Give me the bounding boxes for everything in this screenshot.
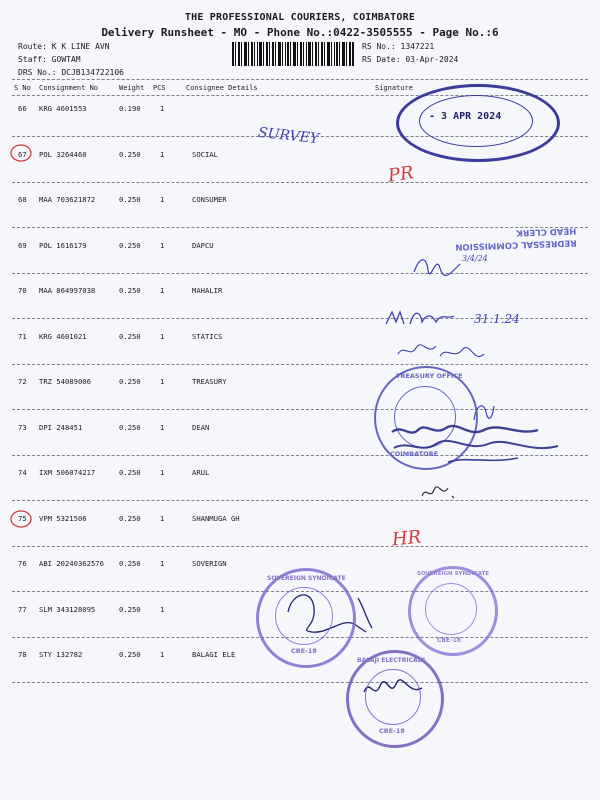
row-weight: 0.250 (119, 332, 141, 341)
row-weight: 0.250 (119, 377, 141, 386)
row-sno: 69 (18, 241, 27, 250)
row-pcs: 1 (160, 150, 165, 159)
row-consignment-no: KRG 4601021 (39, 332, 87, 341)
barcode (232, 42, 354, 66)
row-pcs: 1 (160, 104, 165, 113)
row-weight: 0.250 (119, 195, 141, 204)
row-consignment-no: KRG 4601553 (39, 104, 87, 113)
row-consignee: STATICS (192, 332, 223, 341)
row-pcs: 1 (160, 559, 165, 568)
handwritten-date-70: 31.1.24 (474, 312, 520, 326)
row-sno: 71 (18, 332, 27, 341)
row-pcs: 1 (160, 468, 165, 477)
treasury-stamp-text: TREASURY OFFICE (396, 372, 463, 380)
row-weight: 0.250 (119, 559, 141, 568)
col-header-pcs: PCS (153, 84, 166, 92)
row-consignee: BALAGI ELE (192, 650, 236, 659)
signature-row-69 (410, 250, 464, 280)
date-stamp (396, 84, 560, 162)
col-header-sno: S No (14, 84, 31, 92)
row-pcs: 1 (160, 514, 165, 523)
row-consignment-no: POL 3264460 (39, 150, 87, 159)
consumer-stamp-line2: HEAD CLERK (516, 225, 577, 238)
row-consignee: MAHALIR (192, 286, 223, 295)
row-consignment-no: IXM 506074217 (39, 468, 96, 477)
header-divider-top (12, 79, 588, 80)
circle-mark-75 (8, 508, 34, 530)
balaji-stamp (346, 650, 444, 748)
signature-row-70 (384, 304, 476, 332)
row-pcs: 1 (160, 423, 165, 432)
rs-no-label: RS No.: 1347221 (362, 42, 435, 51)
col-header-consignee: Consignee Details (186, 84, 258, 92)
row-pcs: 1 (160, 377, 165, 386)
treasury-stamp-sub: COIMBATORE (390, 450, 439, 458)
row-consignment-no: DPI 248451 (39, 423, 83, 432)
row-weight: 0.250 (119, 150, 141, 159)
sovereign-stamp-1 (256, 568, 356, 668)
row-consignee: ARUL (192, 468, 210, 477)
row-pcs: 1 (160, 650, 165, 659)
runsheet-meta-right (362, 40, 458, 66)
row-pcs: 1 (160, 195, 165, 204)
row-weight: 0.250 (119, 650, 141, 659)
sovereign-stamp-2-text: SOVEREIGN SYNDICATE (417, 571, 490, 577)
row-divider (12, 364, 588, 365)
row-sno: 70 (18, 286, 27, 295)
row-weight: 0.250 (119, 241, 141, 250)
consumer-commission-stamp (365, 192, 577, 255)
runsheet-meta-left (18, 40, 124, 79)
balaji-stamp-code: CBE-18 (379, 727, 405, 735)
sovereign-stamp-1-code: CBE-18 (291, 647, 317, 655)
row-consignment-no: STY 132782 (39, 650, 83, 659)
row-consignment-no: TRZ 54089006 (39, 377, 91, 386)
row-consignment-no: VPM 5321506 (39, 514, 87, 523)
row-sno: 72 (18, 377, 27, 386)
row-divider (12, 682, 588, 683)
row-weight: 0.250 (119, 514, 141, 523)
row-weight: 0.250 (119, 468, 141, 477)
row-consignee: SHANMUGA GH (192, 514, 240, 523)
row-weight: 0.250 (119, 423, 141, 432)
col-header-weight: Weight (119, 84, 145, 92)
row-consignee: DEAN (192, 423, 210, 432)
handwritten-pr: PR (386, 162, 416, 187)
row-consignment-no: MAA 864997038 (39, 286, 96, 295)
row-sno: 74 (18, 468, 27, 477)
handwritten-survey: SURVEY (257, 124, 320, 148)
row-weight: 0.190 (119, 104, 141, 113)
sovereign-stamp-1-text: SOVEREIGN SYNDICATE (267, 575, 346, 582)
row-pcs: 1 (160, 286, 165, 295)
route-label: Route: K K LINE AVN (18, 42, 110, 51)
row-sno: 73 (18, 423, 27, 432)
row-divider (12, 273, 588, 274)
row-consignee: CONSUMER (192, 195, 227, 204)
circle-mark-67 (8, 142, 34, 164)
table-row (0, 332, 600, 344)
dean-office-stamp-text (388, 422, 588, 466)
table-row (0, 377, 600, 389)
staff-label: Staff: GOWTAM (18, 55, 81, 64)
sovereign-stamp-2 (408, 566, 498, 656)
row-sno: 66 (18, 104, 27, 113)
row-consignment-no: ABI 20240362576 (39, 559, 104, 568)
row-sno: 78 (18, 650, 27, 659)
row-pcs: 1 (160, 605, 165, 614)
row-divider (12, 500, 588, 501)
row-weight: 0.250 (119, 605, 141, 614)
table-row (0, 286, 600, 298)
col-header-consignment: Consignment No (39, 84, 99, 92)
row-pcs: 1 (160, 332, 165, 341)
row-consignment-no: POL 1616179 (39, 241, 87, 250)
consumer-stamp-line1: REDRESSAL COMMISSION (455, 237, 577, 252)
row-divider (12, 546, 588, 547)
signature-row-74 (420, 482, 460, 504)
row-divider (12, 409, 588, 410)
runsheet-subtitle: Delivery Runsheet - MO - Phone No.:0422-3505555 - Page No.:6 (101, 26, 499, 39)
handwritten-hr: HR (390, 526, 423, 551)
row-divider (12, 182, 588, 183)
date-stamp-text: - 3 APR 2024 (429, 111, 502, 122)
row-consignee: SOCIAL (192, 150, 218, 159)
table-row (0, 514, 600, 526)
rs-date-label: RS Date: 03-Apr-2024 (362, 55, 459, 64)
row-weight: 0.250 (119, 286, 141, 295)
sovereign-stamp-2-code: CBE-18 (437, 637, 461, 644)
row-sno: 76 (18, 559, 27, 568)
handwritten-date-69: 3/4/24 (462, 254, 488, 263)
row-sno: 75 (18, 514, 27, 523)
drs-label: DRS No.: DCJB134722106 (18, 68, 124, 77)
company-title: THE PROFESSIONAL COURIERS, COIMBATORE (184, 12, 416, 23)
row-sno: 77 (18, 605, 27, 614)
row-consignee: SOVERIGN (192, 559, 227, 568)
balaji-stamp-text: BALAJI ELECTRICALS (357, 657, 426, 664)
row-sno: 67 (18, 150, 27, 159)
row-consignee: DAPCU (192, 241, 214, 250)
row-consignment-no: MAA 703621872 (39, 195, 96, 204)
row-pcs: 1 (160, 241, 165, 250)
col-header-signature: Signature (375, 84, 413, 92)
row-sno: 68 (18, 195, 27, 204)
row-consignment-no: SLM 343128095 (39, 605, 96, 614)
row-consignee: TREASURY (192, 377, 227, 386)
table-row (0, 468, 600, 480)
